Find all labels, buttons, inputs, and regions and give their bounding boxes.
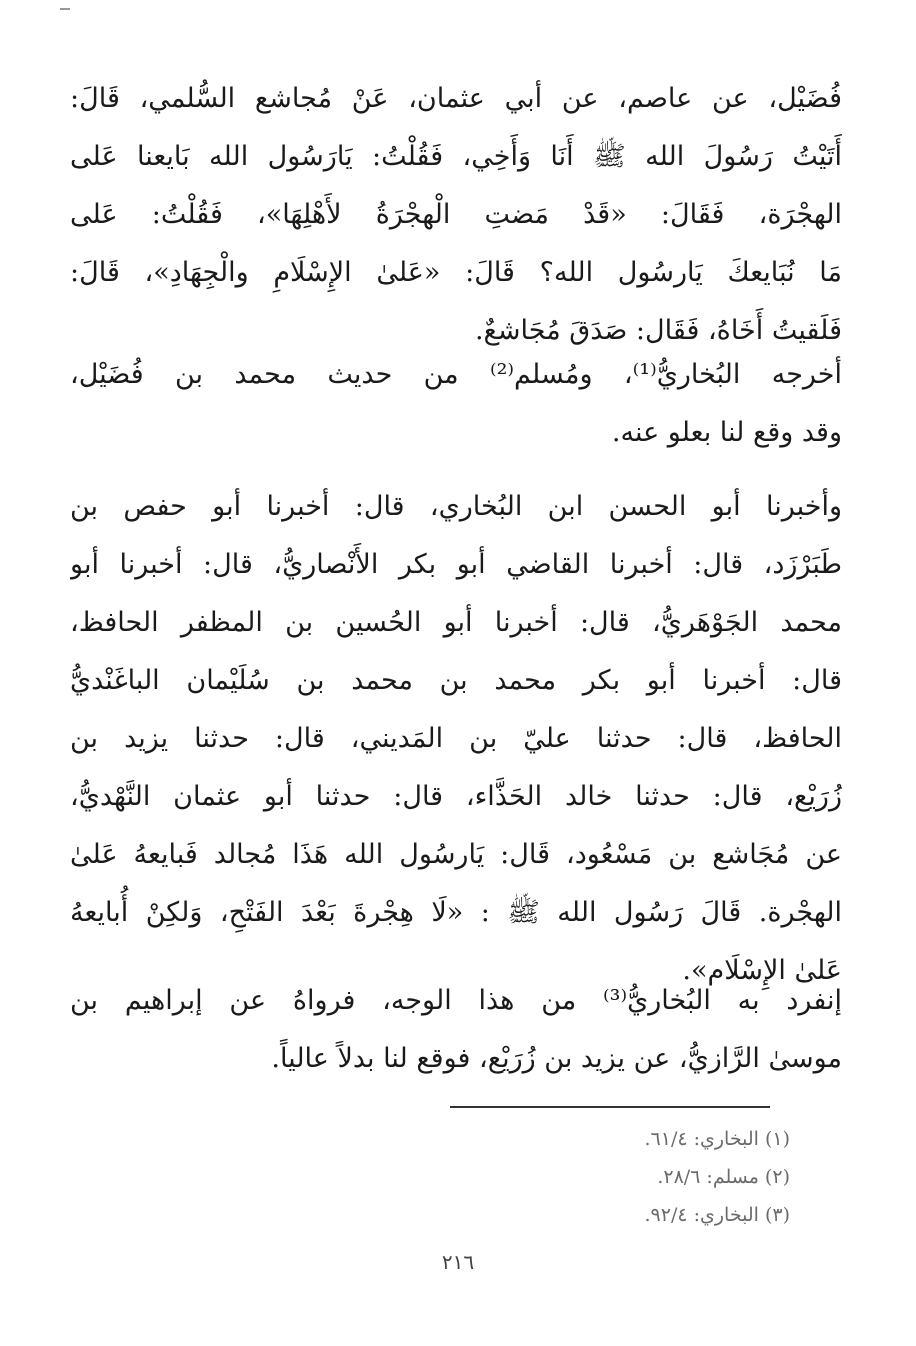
text-line: طَبَرْزَد، قال: أخبرنا القاضي أبو بكر الأَنْصاريُّ، قال: أخبرنا أبو xyxy=(70,549,842,580)
text-line: أَتَيْتُ رَسُولَ الله ﷺ أَنَا وَأَخِي، فَقُلْتُ: يَارَسُول الله بَايعنا عَلى xyxy=(70,141,842,172)
footnote-separator xyxy=(450,1106,770,1108)
text-line: الحافظ، قال: حدثنا عليّ بن المَديني، قال: حدثنا يزيد بن xyxy=(70,723,842,754)
text-line: محمد الجَوْهَريُّ، قال: أخبرنا أبو الحُسين بن المظفر الحافظ، xyxy=(70,607,842,638)
footnote: (٢) مسلم: ٢٨/٦. xyxy=(657,1166,790,1188)
text-line: الهجْرَة، فَقَالَ: «قَدْ مَضتِ الْهجْرَةُ لأَهْلِهَا»، فَقُلْتُ: عَلى xyxy=(70,199,842,230)
page-number: ٢١٦ xyxy=(441,1250,475,1274)
takhrij-paragraph xyxy=(70,346,842,462)
text-line: عَلىٰ الإِسْلَام». xyxy=(682,955,842,986)
hadith-paragraph xyxy=(70,70,842,360)
footnotes xyxy=(450,1120,790,1234)
text-line: قال: أخبرنا أبو بكر محمد بن محمد بن سُلَيْمان الباغَنْديُّ xyxy=(70,665,842,696)
text-line: موسىٰ الرَّازيُّ، عن يزيد بن زُرَيْع، فوقع لنا بدلاً عالياً. xyxy=(271,1043,842,1074)
text-line: الهجْرة. قَالَ رَسُول الله ﷺ : «لَا هِجْرةَ بَعْدَ الفَتْحِ، وَلكِنْ أُبايعهُ xyxy=(70,897,842,928)
footnote: (١) البخاري: ٦١/٤. xyxy=(644,1128,790,1150)
isnad-paragraph xyxy=(70,478,842,1000)
text-line: فُضَيْل، عن عاصم، عن أبي عثمان، عَنْ مُجاشع السُّلمي، قَالَ: xyxy=(70,83,842,114)
text-line: أخرجه البُخاريُّ⁽¹⁾، ومُسلم⁽²⁾ من حديث محمد بن فُضَيْل، xyxy=(70,359,842,390)
footnote: (٣) البخاري: ٩٢/٤. xyxy=(644,1204,790,1226)
text-line: إنفرد به البُخاريُّ⁽³⁾ من هذا الوجه، فرواهُ عن إبراهيم بن xyxy=(70,985,842,1016)
text-line: وقد وقع لنا بعلو عنه. xyxy=(611,417,842,448)
text-line: زُرَيْع، قال: حدثنا خالد الحَذَّاء، قال: حدثنا أبو عثمان النَّهْديُّ، xyxy=(70,781,842,812)
text-line: عن مُجَاشع بن مَسْعُود، قَال: يَارسُول الله هَذَا مُجالد فَبايعهُ عَلىٰ xyxy=(70,839,842,870)
text-line: وأخبرنا أبو الحسن ابن البُخاري، قال: أخبرنا أبو حفص بن xyxy=(70,491,842,522)
text-line: فَلَقيتُ أَخَاهُ، فَقَال: صَدَقَ مُجَاشعٌ. xyxy=(474,315,842,346)
text-line: مَا نُبَايعكَ يَارسُول الله؟ قَالَ: «عَلىٰ الإِسْلَامِ والْجِهَادِ»، قَالَ: xyxy=(70,257,842,288)
closing-paragraph xyxy=(70,972,842,1088)
scan-mark xyxy=(60,8,70,10)
